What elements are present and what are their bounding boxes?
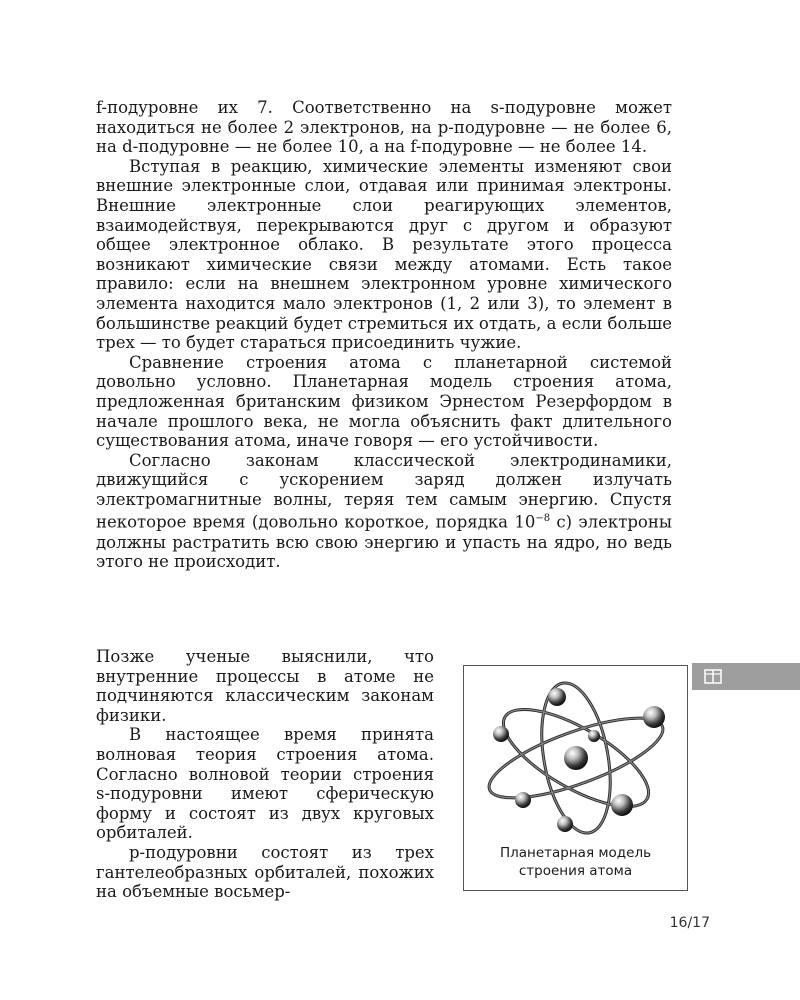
electron [548, 688, 566, 706]
electron [557, 816, 573, 832]
body-text [96, 98, 672, 572]
atom-model-illustration [464, 666, 686, 844]
electron [588, 730, 600, 742]
paragraph-4-tail: Позже ученые выяснили, что внутренние процессы в атоме не подчиняются классическим законам физики. [96, 647, 434, 725]
paragraph-4-end: с) электроны должны растратить всю свою энергию и упасть на ядро, но ведь этого не происходит. [96, 512, 672, 572]
paragraph-6: р-подуровни состоят из трех гантелеобразных орбиталей, похожих на объемные восьмер- [96, 842, 434, 902]
electron [515, 792, 531, 808]
page-number: 16/17 [669, 915, 710, 931]
figure-caption [464, 844, 687, 880]
body-text-narrow [96, 647, 434, 902]
electron [611, 794, 633, 816]
nucleus [564, 746, 588, 770]
book-icon [704, 669, 722, 684]
paragraph-4-start: Согласно законам классической электродинамики, движущийся с ускорением заряд должен излучать электромагнитные волны, теряя тем самым энергию. Спустя некоторое время (довольно короткое, порядка 10 [96, 450, 672, 532]
atom-figure[interactable] [463, 665, 688, 891]
electron [643, 706, 665, 728]
paragraph-4 [96, 451, 672, 572]
exponent: −8 [535, 513, 551, 525]
paragraph-3: Сравнение строения атома с планетарной системой довольно условно. Планетарная модель строения атома, предложенная британским физиком Эрнестом Резерфордом в начале прошлого века, не могла объяснить факт длительного существования атома, иначе говоря — его устойчивости. [96, 352, 672, 451]
paragraph-2: Вступая в реакцию, химические элементы изменяют свои внешние электронные слои, отдавая или принимая электроны. Внешние электронные слои реагирующих элементов, взаимодействуя, перекрываются друг с другом и образуют общее электронное облако. В результате этого процесса возникают химические связи между атомами. Есть такое правило: если на внешнем электронном уровне химического элемента находится мало электронов (1, 2 или 3), то элемент в большинстве реакций будет стремиться их отдать, а если больше трех — то будет стараться присоединить чужие. [96, 156, 672, 353]
caption-line-2: строения атома [518, 863, 633, 879]
paragraph-1: f-подуровне их 7. Соответственно на s-подуровне может находиться не более 2 электронов, на р-подуровне — не более 6, на d-подуровне — не более 10, а на f-подуровне — не более 14. [96, 98, 672, 157]
caption-line-1: Планетарная модель [499, 845, 652, 861]
electron [493, 726, 509, 742]
side-panel-tab[interactable] [692, 663, 800, 690]
paragraph-5: В настоящее время принята волновая теория строения атома. Согласно волновой теории строения s-подуровни имеют сферическую форму и состоят из двух круговых орбиталей. [96, 725, 434, 843]
